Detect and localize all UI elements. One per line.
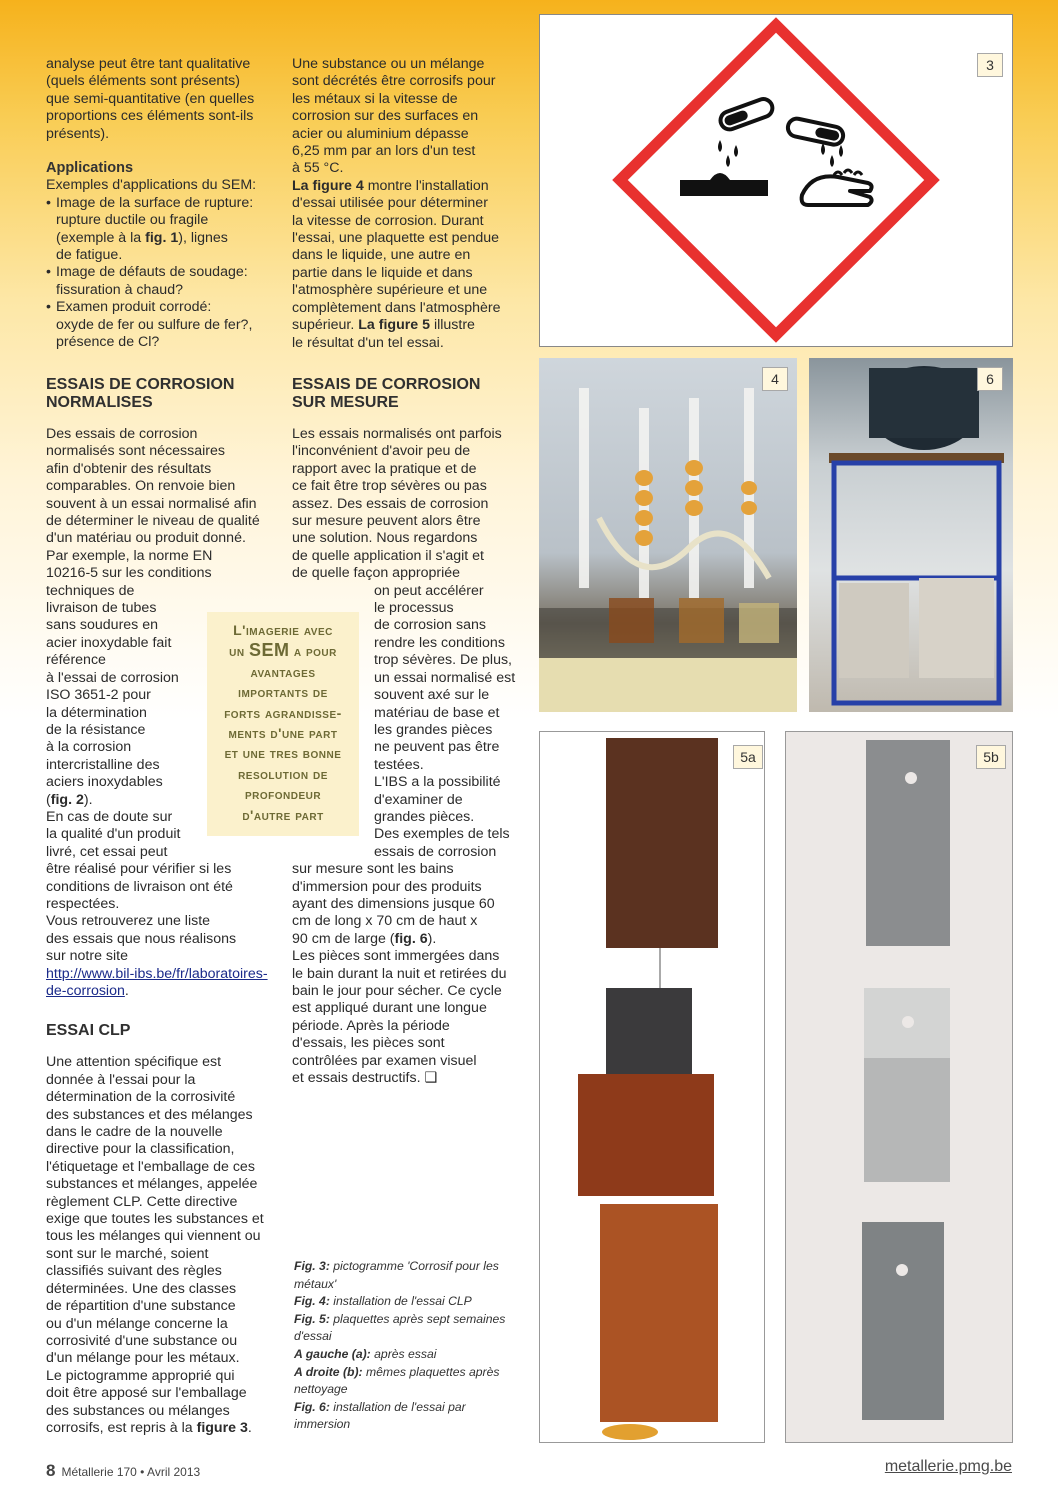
figure-number: 5b [976, 745, 1006, 769]
caption-line: Fig. 6: installation de l'essai par immersion [294, 1399, 466, 1432]
applications-intro: Exemples d'applications du SEM: [46, 177, 257, 194]
bullet-item: • Image de défauts de soudage: fissuration à chaud? [46, 264, 276, 299]
figure-number: 6 [977, 367, 1003, 391]
cleaned-plates-image [786, 732, 1012, 1442]
figure-number: 5a [733, 745, 763, 769]
lab-apparatus-image [539, 358, 797, 712]
bullet-item: • Examen produit corrodé: oxyde de fer ou sulfure de fer?, présence de Cl? [46, 299, 276, 351]
corroded-plates-image [540, 732, 764, 1442]
column-middle: Une substance ou un mélange sont décrétés être corrosifs pour les métaux si la vitesse de corrosion sur des surfaces en acier ou aluminium dépasse 6,25 mm par an lors d'un test à 55 °C. La figure 4 montre l'installation d'essai utilisée pour déterminer la vitesse de corrosion. Durant l'essai, une plaquette est pendue dans le liquide, une autre en partie dans le liquide et dans l'atmosphère supérieure et une complètement dans l'atmosphère supérieur. La figure 5 illustre le résultat d'un tel essai. [292, 56, 501, 351]
bullet-item: • Image de la surface de rupture: rupture ductile ou fragile (exemple à la fig. 1), lignes de fatigue. [46, 195, 276, 265]
immersion-bath-image [809, 358, 1013, 712]
caption-line: Fig. 3: pictogramme 'Corrosif pour les métaux' [294, 1259, 499, 1291]
figure-4-photo [539, 358, 797, 712]
figure-number: 4 [762, 367, 788, 391]
caption-line: A gauche (a): après essai [294, 1346, 437, 1361]
footer-issue: 8 Métallerie 170 • Avril 2013 [46, 1461, 201, 1480]
end-mark: ❑ [424, 1070, 438, 1087]
caption-line: Fig. 5: plaquettes après sept semaines d'essai [294, 1311, 506, 1344]
applications-heading: Applications [46, 160, 134, 177]
pull-quote: L'imagerie avec un SEM a pour avantages importants de forts agrandisse- ments d'une part et une tres bonne resolution de profondeur d'autre part [207, 612, 359, 836]
figure-6-photo [809, 358, 1013, 712]
website-link-cont: de-corrosion [46, 983, 125, 999]
figure-captions [294, 1258, 519, 1434]
caption-line: A droite (b): mêmes plaquettes après nettoyage [294, 1364, 500, 1397]
column-left [46, 56, 276, 352]
website-link[interactable]: http://www.bil-ibs.be/fr/laboratoires- [46, 965, 268, 982]
page-number: 8 [46, 1461, 56, 1480]
wrapped-text-narrow: techniques de livraison de tubes sans soudures en acier inoxydable fait référence à l'essai de corrosion ISO 3651-2 pour la détermination de la résistance à la corrosion intercristalline des aciers inoxydables (fig. 2). En cas de doute sur la qualité d'un produit livré, cet essai peut [46, 582, 181, 860]
figure-3-ghs-pictogram [539, 14, 1013, 347]
column-middle-custom: ESSAIS DE CORROSION SUR MESURE Les essais normalisés ont parfois l'inconvénient d'avoir peu de rapport avec la pratique et de ce fait être trop sévères ou pas assez. Des essais de corrosion sur mesure peuvent alors être une solution. Nous regardons de quelle application il s'agit et de quelle façon appropriée on peut accélérer le processus de corrosion sans rendre les conditions trop sévères. De plus, un essai normalisé est souvent axé sur le matériau de base et les grandes pièces ne peuvent pas être testées. L'IBS a la possibilité d'examiner de grandes pièces. Des exemples de tels essais de corrosion sur mesure sont les bains d'immersion pour des produits ayant des dimensions jusque 60 cm de long x 70 cm de haut x 90 cm de large (fig. 6). Les pièces sont immergées dans le bain durant la nuit et retirées du bain le jour pour sécher. Ce cycle est appliqué durant une longue période. Après la période d'essais, les pièces sont contrôlées par examen visuel et essais destructifs. ❑ [292, 376, 524, 1087]
footer-site-link[interactable]: metallerie.pmg.be [884, 1458, 1012, 1475]
figure-5a-photo [539, 731, 765, 1443]
section-heading-custom: ESSAIS DE CORROSION SUR MESURE [292, 376, 481, 411]
corrosive-pictogram-icon [540, 15, 1012, 346]
caption-line: Fig. 4: installation de l'essai CLP [294, 1294, 472, 1309]
figure-5b-photo [785, 731, 1013, 1443]
section-heading-normalised: ESSAIS DE CORROSION NORMALISES [46, 376, 235, 411]
column-left-corrosion: ESSAIS DE CORROSION NORMALISES Des essais de corrosion normalisés sont nécessaires afin d'obtenir des résultats comparables. On renvoie bien souvent à un essai normalisé afin de déterminer le niveau de qualité d'un matériau ou produit donné. Par exemple, la norme EN 10216-5 sur les conditions techniques de livraison de tubes sans soudures en acier inoxydable fait référence à l'essai de corrosion ISO 3651-2 pour la détermination de la résistance à la corrosion intercristalline des aciers inoxydables (fig. 2). En cas de doute sur la qualité d'un produit livré, cet essai peut être réalisé pour vérifier si les conditions de livraison ont été respectées. Vous retrouverez une liste des essais que nous réalisons sur notre site http://www.bil-ibs.be/fr/laboratoires- de-corrosion. ESSAI CLP Une attention spécifique est donnée à l'essai pour la détermination de la corrosivité des substances et des mélanges dans le cadre de la nouvelle directive pour la classification, l'étiquetage et l'emballage de ces substances et mélanges, appelée règlement CLP. Cette directive exige que toutes les substances et tous les mélanges qui viennent ou sont sur le marché, soient classifiés suivant des règles déterminées. Une des classes de répartition d'une substance ou d'un mélange concerne la corrosivité d'une substance ou d'un mélange pour les métaux. Le pictogramme approprié qui doit être apposé sur l'emballage des substances ou mélanges corrosifs, est repris à la figure 3. [46, 376, 281, 1437]
wrapped-text-right: on peut accélérer le processus de corrosion sans rendre les conditions trop sévères. De plus, un essai normalisé est souvent axé sur le matériau de base et les grandes pièces ne peuvent pas être testées. L'IBS a la possibilité d'examiner de grandes pièces. Des exemples de tels essais de corrosion [374, 582, 516, 860]
intro-paragraph: analyse peut être tant qualitative (quels éléments sont présents) que semi-quantitative (en quelles proportions ces éléments sont-ils présents). [46, 56, 255, 142]
figure-number: 3 [977, 53, 1003, 77]
section-heading-clp: ESSAI CLP [46, 1022, 131, 1040]
